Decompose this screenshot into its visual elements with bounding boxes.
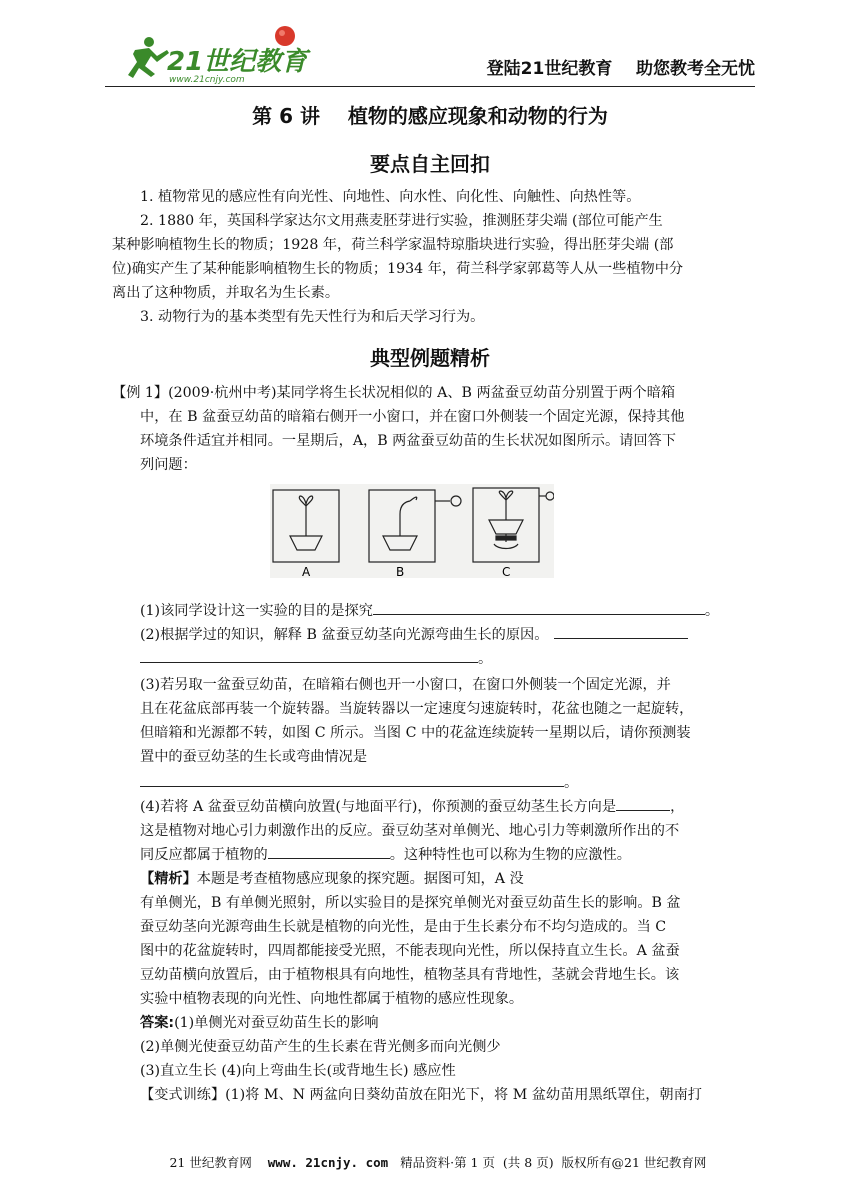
analysis: 【精析】本题是考查植物感应现象的探究题。据图可知，A 没 (140, 871, 524, 887)
analysis-text: 实验中植物表现的向光性、向地性都属于植物的感应性现象。 (140, 991, 524, 1007)
runner-icon (128, 37, 169, 78)
question-4: 这是植物对地心引力刺激作出的反应。蚕豆幼茎对单侧光、地心引力等刺激所作出的不 (140, 823, 680, 839)
question-2-cont: 。 (140, 648, 492, 670)
logo (105, 20, 315, 86)
experiment-figure (270, 484, 554, 578)
question-3: 置中的蚕豆幼茎的生长或弯曲情况是 (140, 749, 368, 765)
example-text: 列问题： (140, 457, 197, 473)
answer-blank (616, 796, 670, 811)
analysis-label: 【精析】 (140, 871, 197, 887)
figure-label-b: B (396, 565, 405, 578)
analysis-text: 豆幼苗横向放置后，由于植物根具有向地性，植物茎具有背地性，茎就会背地生长。该 (140, 967, 680, 983)
example-text: 环境条件适宜并相同。一星期后，A，B 两盆蚕豆幼苗的生长状况如图所示。请回答下 (140, 433, 676, 449)
answer-text: (2)单侧光使蚕豆幼苗产生的生长素在背光侧多而向光侧少 (140, 1039, 501, 1055)
logo-text: 21世纪教育 (167, 47, 308, 77)
question-4: (4)若将 A 盆蚕豆幼苗横向放置(与地面平行)，你预测的蚕豆幼茎生长方向是 ， (140, 796, 684, 818)
answer-blank (268, 844, 390, 859)
page-header (105, 20, 755, 86)
page-title: 第 6 讲 植物的感应现象和动物的行为 (252, 104, 608, 128)
example-text: 【例 1】(2009·杭州中考)某同学将生长状况相似的 A、B 两盆蚕豆幼苗分别置于两个暗箱 (112, 385, 676, 401)
answer-blank (554, 624, 688, 639)
paragraph: 3. 动物行为的基本类型有先天性行为和后天学习行为。 (140, 309, 485, 325)
answer-text: (3)直立生长 (4)向上弯曲生长(或背地生长) 感应性 (140, 1063, 456, 1079)
paragraph: 1. 植物常见的感应性有向光性、向地性、向水性、向化性、向触性、向热性等。 (140, 189, 641, 205)
section-title-examples: 典型例题精析 (370, 346, 490, 370)
example-text: 中，在 B 盆蚕豆幼苗的暗箱右侧开一小窗口，并在窗口外侧装一个固定光源，保持其他 (140, 409, 685, 425)
logo-url: www.21cnjy.com (169, 75, 245, 85)
answer-label: 答案:(1)单侧光对蚕豆幼苗生长的影响 (140, 1015, 379, 1031)
analysis-text: 有单侧光，B 有单侧光照射，所以实验目的是探究单侧光对蚕豆幼苗生长的影响。B 盆 (140, 895, 681, 911)
question-3: 且在花盆底部再装一个旋转器。当旋转器以一定速度匀速旋转时，花盆也随之一起旋转， (140, 701, 694, 717)
paragraph: 某种影响植物生长的物质；1928 年，荷兰科学家温特琼脂块进行实验，得出胚芽尖端 (部 (112, 237, 674, 253)
header-slogan: 登陆21世纪教育 助您教考全无忧 (486, 59, 755, 79)
paragraph: 2. 1880 年，英国科学家达尔文用燕麦胚芽进行实验，推测胚芽尖端 (部位可能产生 (140, 213, 663, 229)
question-4: 同反应都属于植物的 。这种特性也可以称为生物的应激性。 (140, 844, 631, 866)
variant-training: 【变式训练】(1)将 M、N 两盆向日葵幼苗放在阳光下，将 M 盆幼苗用黑纸罩住，朝南打 (140, 1087, 702, 1103)
question-1: (1)该同学设计这一实验的目的是探究 。 (140, 600, 719, 622)
page-footer: 21 世纪教育网 www. 21cnjy. com 精品资料·第 1 页 (共 8 页) 版权所有@21 世纪教育网 (169, 1155, 707, 1170)
analysis-text: 图中的花盆旋转时，四周都能接受光照，不能表现向光性，所以保持直立生长。A 盆蚕 (140, 943, 680, 959)
question-3-cont: 。 (140, 772, 578, 794)
section-title-key-points: 要点自主回扣 (370, 152, 490, 176)
paragraph: 离出了这种物质，并取名为生长素。 (112, 285, 340, 301)
light-source-icon (546, 492, 554, 500)
answer-blank (373, 600, 705, 615)
figure-label-c: C (502, 565, 511, 578)
figure-label-a: A (302, 565, 311, 578)
analysis-text: 蚕豆幼茎向光源弯曲生长就是植物的向光性，是由于生长素分布不均匀造成的。当 C (140, 919, 667, 935)
question-3: 但暗箱和光源都不转，如图 C 所示。当图 C 中的花盆连续旋转一星期以后，请你预测装 (140, 725, 691, 741)
dark-box-b (369, 490, 435, 562)
ball-icon (275, 26, 295, 46)
question-2 (140, 624, 688, 646)
question-3: (3)若另取一盆蚕豆幼苗，在暗箱右侧也开一小窗口，在窗口外侧装一个固定光源，并 (140, 677, 671, 693)
answer-blank (140, 648, 478, 663)
light-source-icon (451, 496, 461, 506)
experiment-diagram (270, 484, 554, 578)
question-text: (1)该同学设计这一实验的目的是探究 (140, 603, 373, 619)
footer-site-link[interactable]: www. 21cnjy. com (267, 1155, 389, 1170)
question-text: (2)根据学过的知识，解释 B 盆蚕豆幼茎向光源弯曲生长的原因。 (140, 627, 549, 643)
paragraph: 位)确实产生了某种能影响植物生长的物质；1934 年，荷兰科学家郭葛等人从一些植物中分 (112, 261, 684, 277)
answer-blank (140, 772, 564, 787)
header-divider (105, 86, 755, 87)
